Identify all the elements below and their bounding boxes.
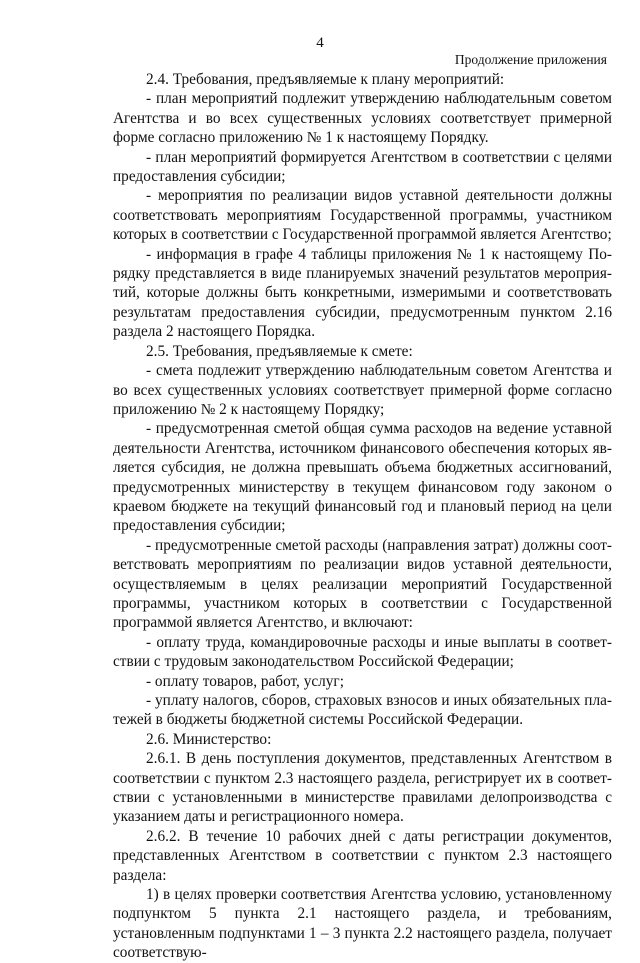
list-item: - уплату налогов, сборов, страховых взносов и иных обязательных платежей в бюджеты бюджетной системы Российской Федерации. xyxy=(113,692,612,729)
list-item: - предусмотренная сметой общая сумма расходов на ведение уставной деятельности Агентства, источником финансового обеспечения которых является субсидия, не должна превышать объема бюджетных ассигнований, предусмотренных министерству в текущем финансовом году законом о краевом бюджете на текущий финансовый год и плановый период на цели предоставления субсидии; xyxy=(113,420,612,535)
page-number: 4 xyxy=(316,35,324,51)
list-item: - план мероприятий формируется Агентством в соответствии с целями предоставления субсидии; xyxy=(113,148,612,186)
list-item: - предусмотренные сметой расходы (направления затрат) должны соответствовать мероприятиям по реализации видов уставной деятельности, осуществляемым в целях реализации мероприятий Государственной программы, участником которых в соответствии с Государственной программой является Агентство, и включают: xyxy=(113,536,612,632)
list-item: - информация в графе 4 таблицы приложения № 1 к настоящему Порядку представляется в виде планируемых значений результатов мероприятий, которые должны быть конкретными, измеримыми и соответствовать результатам предоставления субсидии, предусмотренным пунктом 2.16 раздела 2 настоящего Порядка. xyxy=(113,245,612,341)
paragraph-2-6-heading: 2.6. Министерство: xyxy=(146,730,272,748)
numbered-item-1: 1) в целях проверки соответствия Агентства условию, установленному подпунктом 5 пункта 2.1 настоящего раздела, и требованиям, установленным подпунктами 1 – 3 пункта 2.2 настоящего раздела, получает соответствую- xyxy=(113,886,612,962)
document-body xyxy=(113,70,612,963)
paragraph-2-5-heading: 2.5. Требования, предъявляемые к смете: xyxy=(146,342,413,360)
continuation-label: Продолжение приложения xyxy=(454,52,607,67)
list-item: - оплату труда, командировочные расходы и иные выплаты в соответствии с трудовым законодательством Российской Федерации; xyxy=(113,633,612,671)
list-item: - оплату товаров, работ, услуг; xyxy=(146,672,344,690)
list-item: - план мероприятий подлежит утверждению наблюдательным советом Агентства и во всех существенных условиях соответствует примерной форме согласно приложению № 1 к настоящему Порядку. xyxy=(113,90,612,147)
list-item: - мероприятия по реализации видов уставной деятельности должны соответствовать мероприятиям Государственной программы, участником которых в соответствии с Государственной программой является Агентство; xyxy=(113,187,612,244)
paragraph-2-4-heading: 2.4. Требования, предъявляемые к плану мероприятий: xyxy=(146,71,505,88)
paragraph-2-6-2: 2.6.2. В течение 10 рабочих дней с даты регистрации документов, представленных Агентством в соответствии с пунктом 2.3 настоящего раздела: xyxy=(113,827,612,884)
paragraph-2-6-1: 2.6.1. В день поступления документов, представленных Агентством в соответствии с пунктом 2.3 настоящего раздела, регистрирует их в соответствии с установленными в министерстве правилами делопроизводства с указанием даты и регистрационного номера. xyxy=(113,750,612,826)
list-item: - смета подлежит утверждению наблюдательным советом Агентства и во всех существенных условиях соответствует примерной форме согласно приложению № 2 к настоящему Порядку; xyxy=(113,362,612,418)
